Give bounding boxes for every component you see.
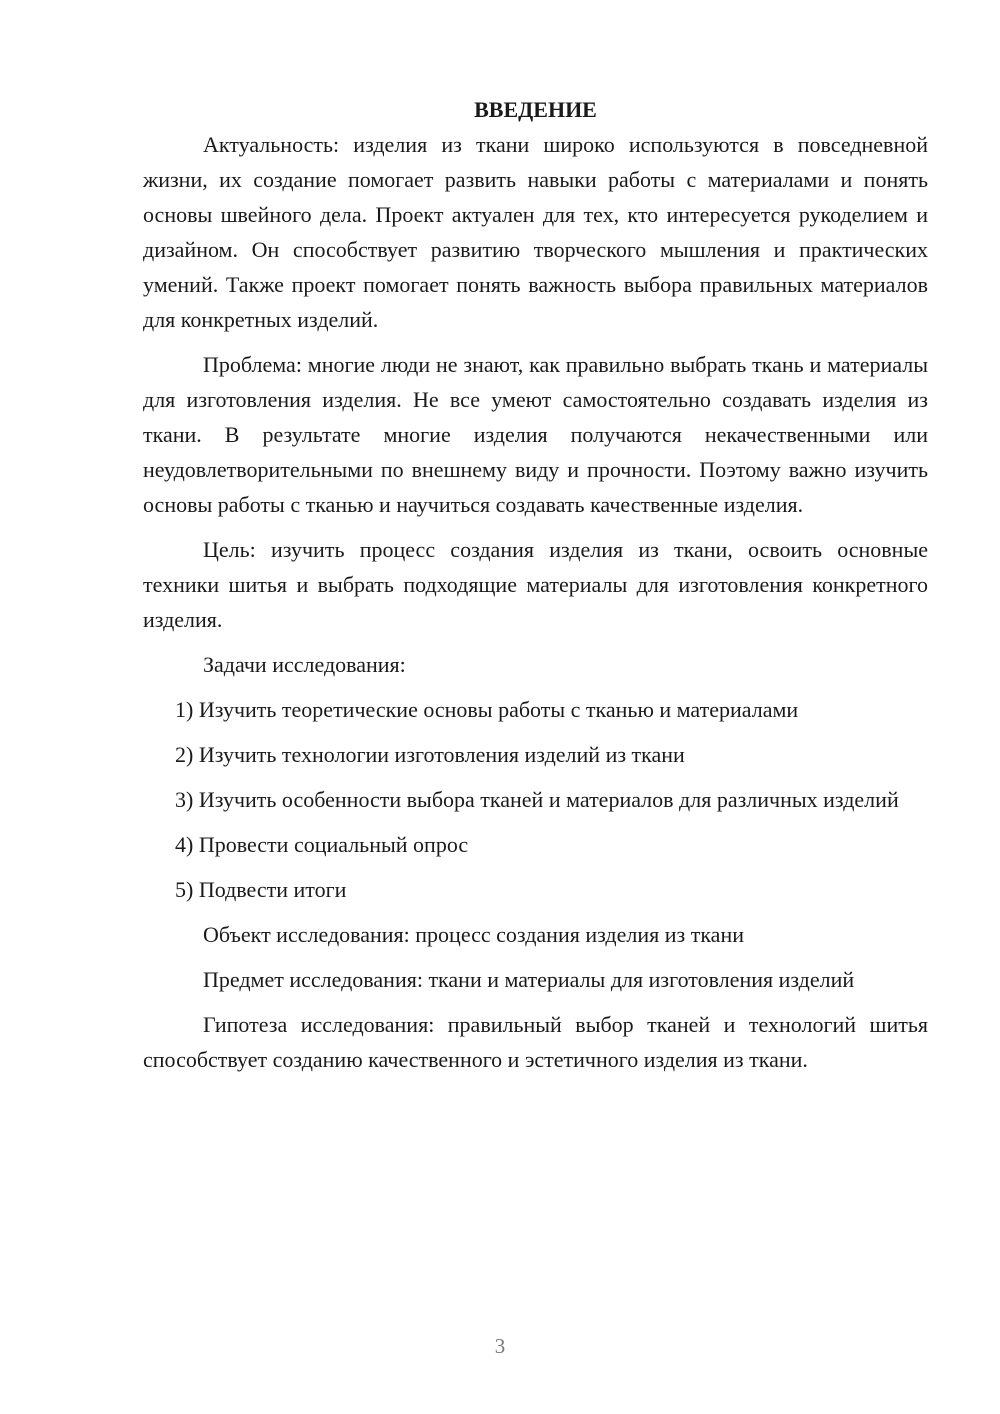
problem-paragraph: Проблема: многие люди не знают, как правильно выбрать ткань и материалы для изготовления изделия. Не все умеют самостоятельно создавать изделия из ткани. В результате многие изделия получаются некачественными или неудовлетворительными по внешнему виду и прочности. Поэтому важно изучить основы работы с тканью и научиться создавать качественные изделия.	[143, 352, 928, 517]
hypothesis-paragraph: Гипотеза исследования: правильный выбор тканей и технологий шитья способствует созданию качественного и эстетичного изделия из ткани.	[143, 1012, 928, 1072]
tasks-title: Задачи исследования:	[203, 652, 406, 677]
task-item-2: 2) Изучить технологии изготовления изделий из ткани	[175, 742, 685, 767]
section-heading: ВВЕДЕНИЕ	[474, 97, 597, 122]
goal-paragraph: Цель: изучить процесс создания изделия из ткани, освоить основные техники шитья и выбрать подходящие материалы для изготовления конкретного изделия.	[143, 537, 928, 632]
page-number: 3	[494, 1334, 506, 1358]
task-item-3: 3) Изучить особенности выбора тканей и материалов для различных изделий	[175, 787, 899, 812]
relevance-paragraph: Актуальность: изделия из ткани широко используются в повседневной жизни, их создание помогает развить навыки работы с материалами и понять основы швейного дела. Проект актуален для тех, кто интересуется рукоделием и дизайном. Он способствует развитию творческого мышления и практических умений. Также проект помогает понять важность выбора правильных материалов для конкретных изделий.	[143, 132, 928, 332]
task-item-1: 1) Изучить теоретические основы работы с тканью и материалами	[175, 697, 799, 722]
document-page	[143, 92, 928, 1087]
object-paragraph: Объект исследования: процесс создания изделия из ткани	[203, 922, 744, 947]
subject-paragraph: Предмет исследования: ткани и материалы для изготовления изделий	[203, 967, 855, 992]
task-item-4: 4) Провести социальный опрос	[175, 832, 469, 857]
task-item-5: 5) Подвести итоги	[175, 877, 347, 902]
